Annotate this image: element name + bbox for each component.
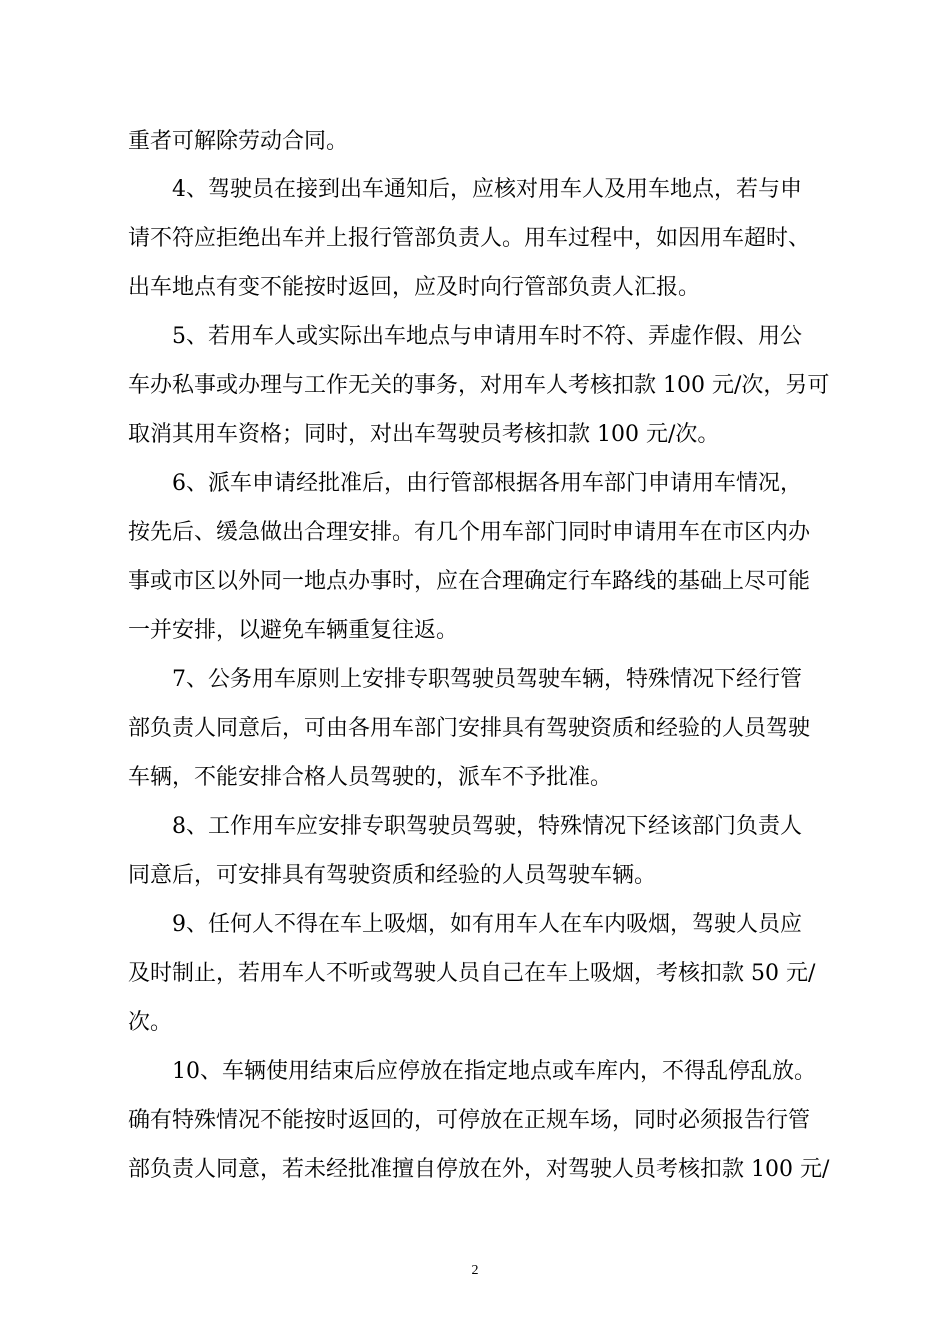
- text-line: 同意后，可安排具有驾驶资质和经验的人员驾驶车辆。: [128, 863, 657, 888]
- text-line: 请不符应拒绝出车并上报行管部负责人。用车过程中，如因用车超时、: [128, 226, 811, 251]
- text-line: 9、任何人不得在车上吸烟，如有用车人在车内吸烟，驾驶人员应: [172, 912, 802, 937]
- text-line: 4、驾驶员在接到出车通知后，应核对用车人及用车地点，若与申: [172, 177, 802, 202]
- text-line: 6、派车申请经批准后，由行管部根据各用车部门申请用车情况，: [172, 471, 802, 496]
- text-line: 事或市区以外同一地点办事时，应在合理确定行车路线的基础上尽可能: [128, 569, 811, 594]
- text-line: 车办私事或办理与工作无关的事务，对用车人考核扣款 100 元/次，另可: [128, 373, 830, 398]
- text-line: 5、若用车人或实际出车地点与申请用车时不符、弄虚作假、用公: [172, 324, 802, 349]
- text-line: 车辆，不能安排合格人员驾驶的，派车不予批准。: [128, 765, 613, 790]
- text-line: 8、工作用车应安排专职驾驶员驾驶，特殊情况下经该部门负责人: [172, 814, 802, 839]
- text-line: 次。: [128, 1010, 173, 1035]
- text-line: 取消其用车资格；同时，对出车驾驶员考核扣款 100 元/次。: [128, 422, 720, 447]
- text-line: 重者可解除劳动合同。: [128, 129, 349, 154]
- page-number: 2: [471, 1263, 479, 1278]
- text-line: 一并安排，以避免车辆重复往返。: [128, 618, 459, 643]
- text-line: 7、公务用车原则上安排专职驾驶员驾驶车辆，特殊情况下经行管: [172, 667, 802, 692]
- text-line: 部负责人同意，若未经批准擅自停放在外，对驾驶人员考核扣款 100 元/: [128, 1157, 830, 1182]
- text-line: 出车地点有变不能按时返回，应及时向行管部负责人汇报。: [128, 275, 701, 300]
- text-line: 及时制止，若用车人不听或驾驶人员自己在车上吸烟，考核扣款 50 元/: [128, 961, 816, 986]
- text-line: 10、车辆使用结束后应停放在指定地点或车库内，不得乱停乱放。: [172, 1059, 816, 1084]
- text-line: 部负责人同意后，可由各用车部门安排具有驾驶资质和经验的人员驾驶: [128, 716, 811, 741]
- text-line: 确有特殊情况不能按时返回的，可停放在正规车场，同时必须报告行管: [128, 1108, 811, 1133]
- text-line: 按先后、缓急做出合理安排。有几个用车部门同时申请用车在市区内办: [128, 520, 811, 545]
